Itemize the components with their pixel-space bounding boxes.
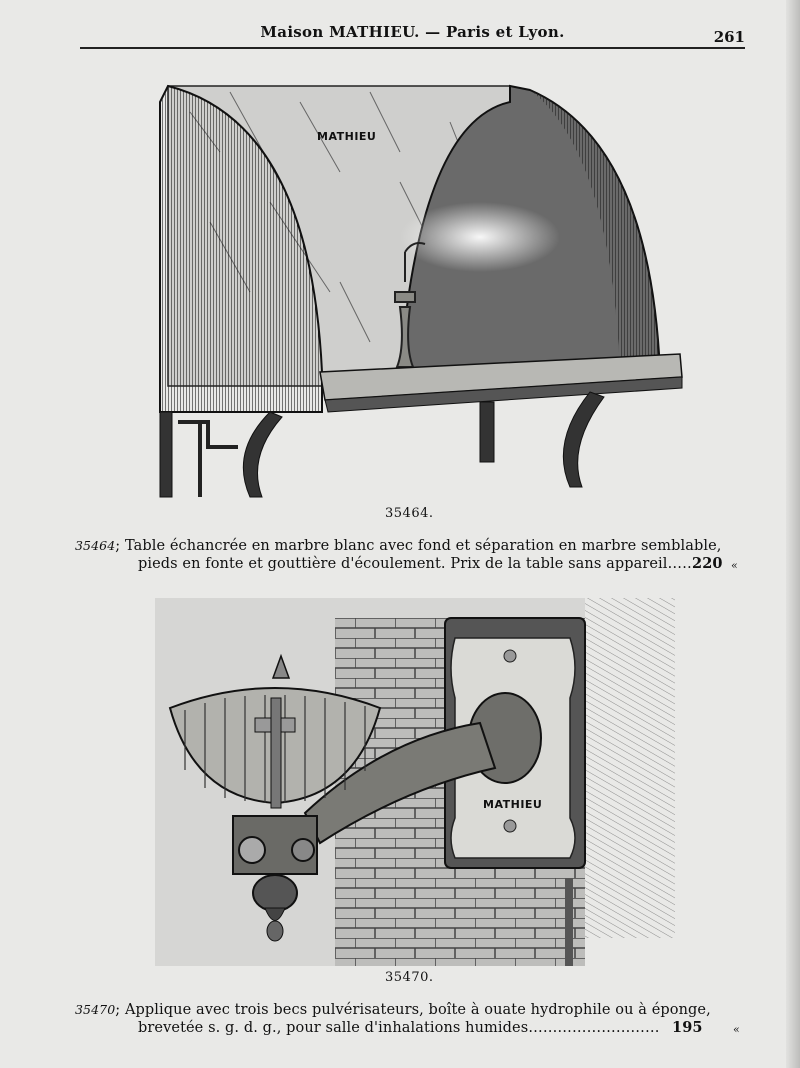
page-title: Maison MATHIEU. — Paris et Lyon.: [260, 23, 565, 41]
catalog-number: 35464: [75, 538, 116, 553]
figure-label: 35464.: [385, 506, 434, 521]
page-header: [80, 18, 745, 58]
price-mark: «: [733, 1023, 740, 1036]
engraved-brand: MATHIEU: [483, 798, 543, 811]
inhalation-table-illustration: [150, 82, 685, 502]
price: 220: [692, 555, 723, 572]
page-edge: [786, 0, 800, 1068]
price-mark: «: [731, 559, 738, 572]
header-rule: [80, 47, 745, 49]
figure-label: 35470.: [385, 970, 434, 985]
caption-text: ; Applique avec trois becs pulvérisateurs, boîte à ouate hydrophile ou à éponge,: [115, 1002, 711, 1018]
caption-text-continued: brevetée s. g. d. g., pour salle d'inhalations humides………………………: [138, 1020, 660, 1036]
figure-caption: [75, 1001, 755, 1041]
page-number: 261: [713, 28, 745, 46]
engraved-brand: MATHIEU: [317, 130, 377, 143]
figure-caption: [75, 537, 755, 577]
caption-text: ; Table échancrée en marbre blanc avec fond et séparation en marbre semblable,: [115, 538, 722, 554]
price: 195: [672, 1019, 703, 1036]
wall-inhaler-illustration: [155, 598, 675, 968]
catalog-number: 35470: [75, 1002, 116, 1017]
caption-text-continued: pieds en fonte et gouttière d'écoulement. Prix de la table sans appareil……: [138, 556, 697, 572]
